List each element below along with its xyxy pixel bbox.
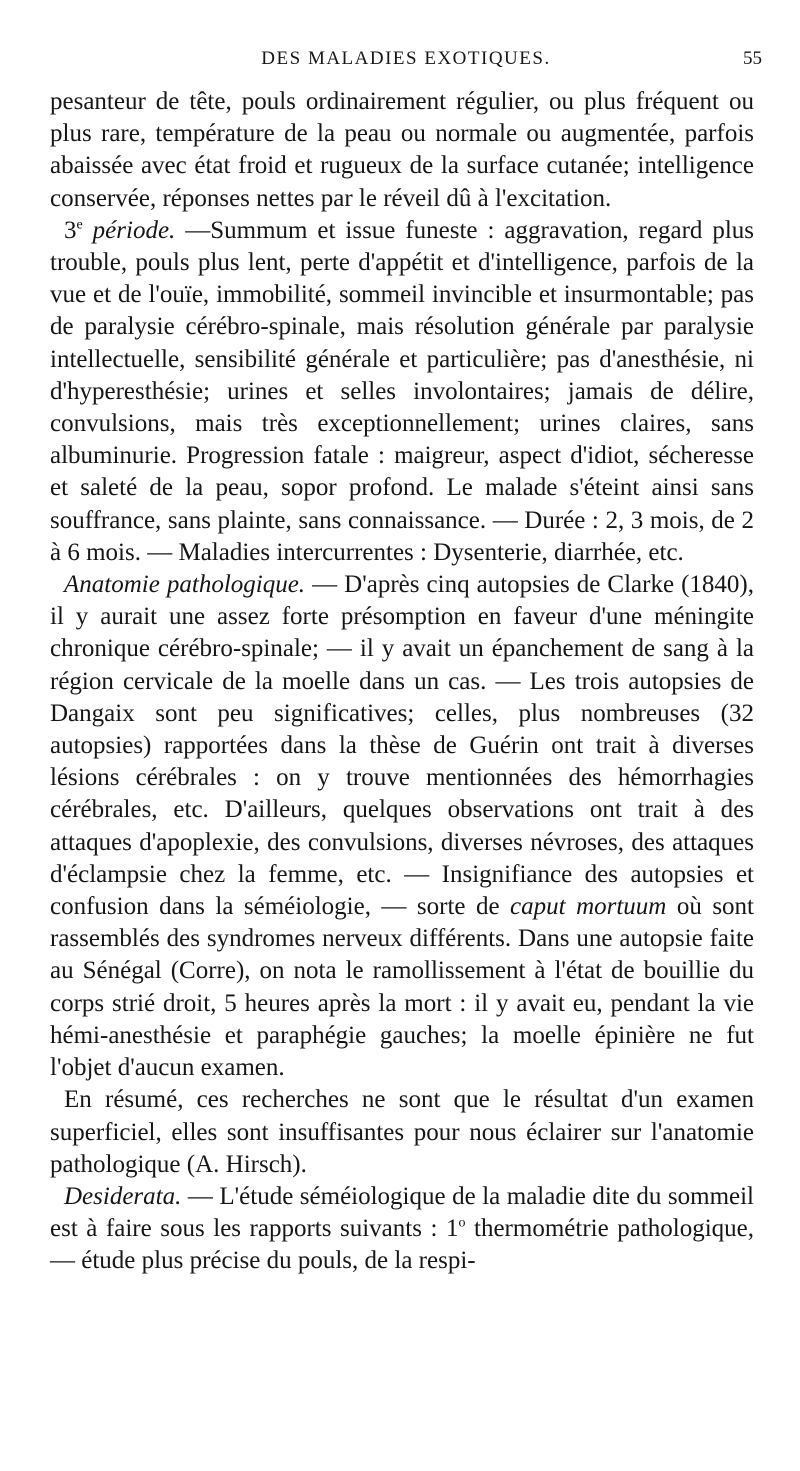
running-title: DES MALADIES EXOTIQUES. <box>261 48 551 69</box>
paragraph-third-period <box>50 215 754 569</box>
page-number: 55 <box>743 48 762 69</box>
paragraph-pathological-anatomy <box>50 569 754 1084</box>
ordinal-superscript: o <box>458 1215 466 1231</box>
latin-term: caput mortuum <box>510 893 667 921</box>
paragraph-lead: Anatomie pathologique. <box>64 571 306 599</box>
paragraph-text: — D'après cinq autopsies de Clarke (1840), il y aurait une assez forte présomption en faveur d'une méningite chronique cérébro-spinale; — il y avait un épanchement de sang à la région cervicale de la moelle dans un cas. — Les trois autopsies de Dangaix sont peu significatives; celles, plus nombreuses (32 autopsies) rapportées dans la thèse de Guérin ont trait à diverses lésions cérébrales : on y trouve mentionnées des hémorrhagies cérébrales, etc. D'ailleurs, quelques observations ont trait à des attaques d'apoplexie, des convulsions, diverses névroses, des attaques d'éclampsie chez la femme, etc. — Insignifiance des autopsies et confusion dans la séméiologie, — sorte de <box>50 571 754 921</box>
paragraph-text-continued: où sont rassemblés des syndromes nerveux différents. Dans une autopsie faite au Sénégal (Corre), on nota le ramollissement à l'état de bouillie du corps strié droit, 5 heures après la mort : il y avait eu, pendant la vie hémi-anesthésie et paraphégie gauches; la moelle épinière ne fut l'objet d'aucun examen. <box>50 893 754 1082</box>
body-text <box>50 86 754 1278</box>
paragraph-lead: Desiderata. <box>64 1182 182 1210</box>
paragraph-text: — L'étude séméiologique de la maladie dite du sommeil est à faire sous les rapports suivants : 1 <box>50 1182 754 1243</box>
period-number: 3 <box>64 216 77 244</box>
paragraph-text: —Summum et issue funeste : aggravation, regard plus trouble, pouls plus lent, perte d'appétit et d'intelligence, parfois de la vue et de l'ouïe, immobilité, sommeil invincible et insurmontable; pas de paralysie cérébro-spinale, mais résolution générale par paralysie intellectuelle, sensibilité générale et particulière; pas d'anesthésie, ni d'hyperesthésie; urines et selles involontaires; jamais de délire, convulsions, mais très exceptionnellement; urines claires, sans albuminurie. Progression fatale : maigreur, aspect d'idiot, sécheresse et saleté de la peau, sopor profond. Le malade s'éteint ainsi sans souffrance, sans plainte, sans connaissance. — Durée : 2, 3 mois, de 2 à 6 mois. — Maladies intercurrentes : Dysenterie, diarrhée, etc. <box>50 216 755 566</box>
paragraph-text-continued: thermométrie pathologique, — étude plus précise du pouls, de la respi- <box>50 1215 755 1275</box>
paragraph-text: En résumé, ces recherches ne sont que le résultat d'un examen superficiel, elles sont insuffisantes pour nous éclairer sur l'anatomie pathologique (A. Hirsch). <box>50 1086 754 1178</box>
paragraph-lead: période. <box>92 216 176 244</box>
paragraph-summary <box>50 1084 754 1181</box>
ordinal-superscript: e <box>76 217 83 233</box>
paragraph-desiderata <box>50 1181 754 1278</box>
paragraph-text: pesanteur de tête, pouls ordinairement régulier, ou plus fréquent ou plus rare, température de la peau ou normale ou augmentée, parfois abaissée avec état froid et rugueux de la surface cutanée; intelligence conservée, réponses nettes par le réveil dû à l'excitation. <box>50 88 754 212</box>
paragraph-symptoms-continued <box>50 86 754 215</box>
running-head <box>50 48 762 78</box>
